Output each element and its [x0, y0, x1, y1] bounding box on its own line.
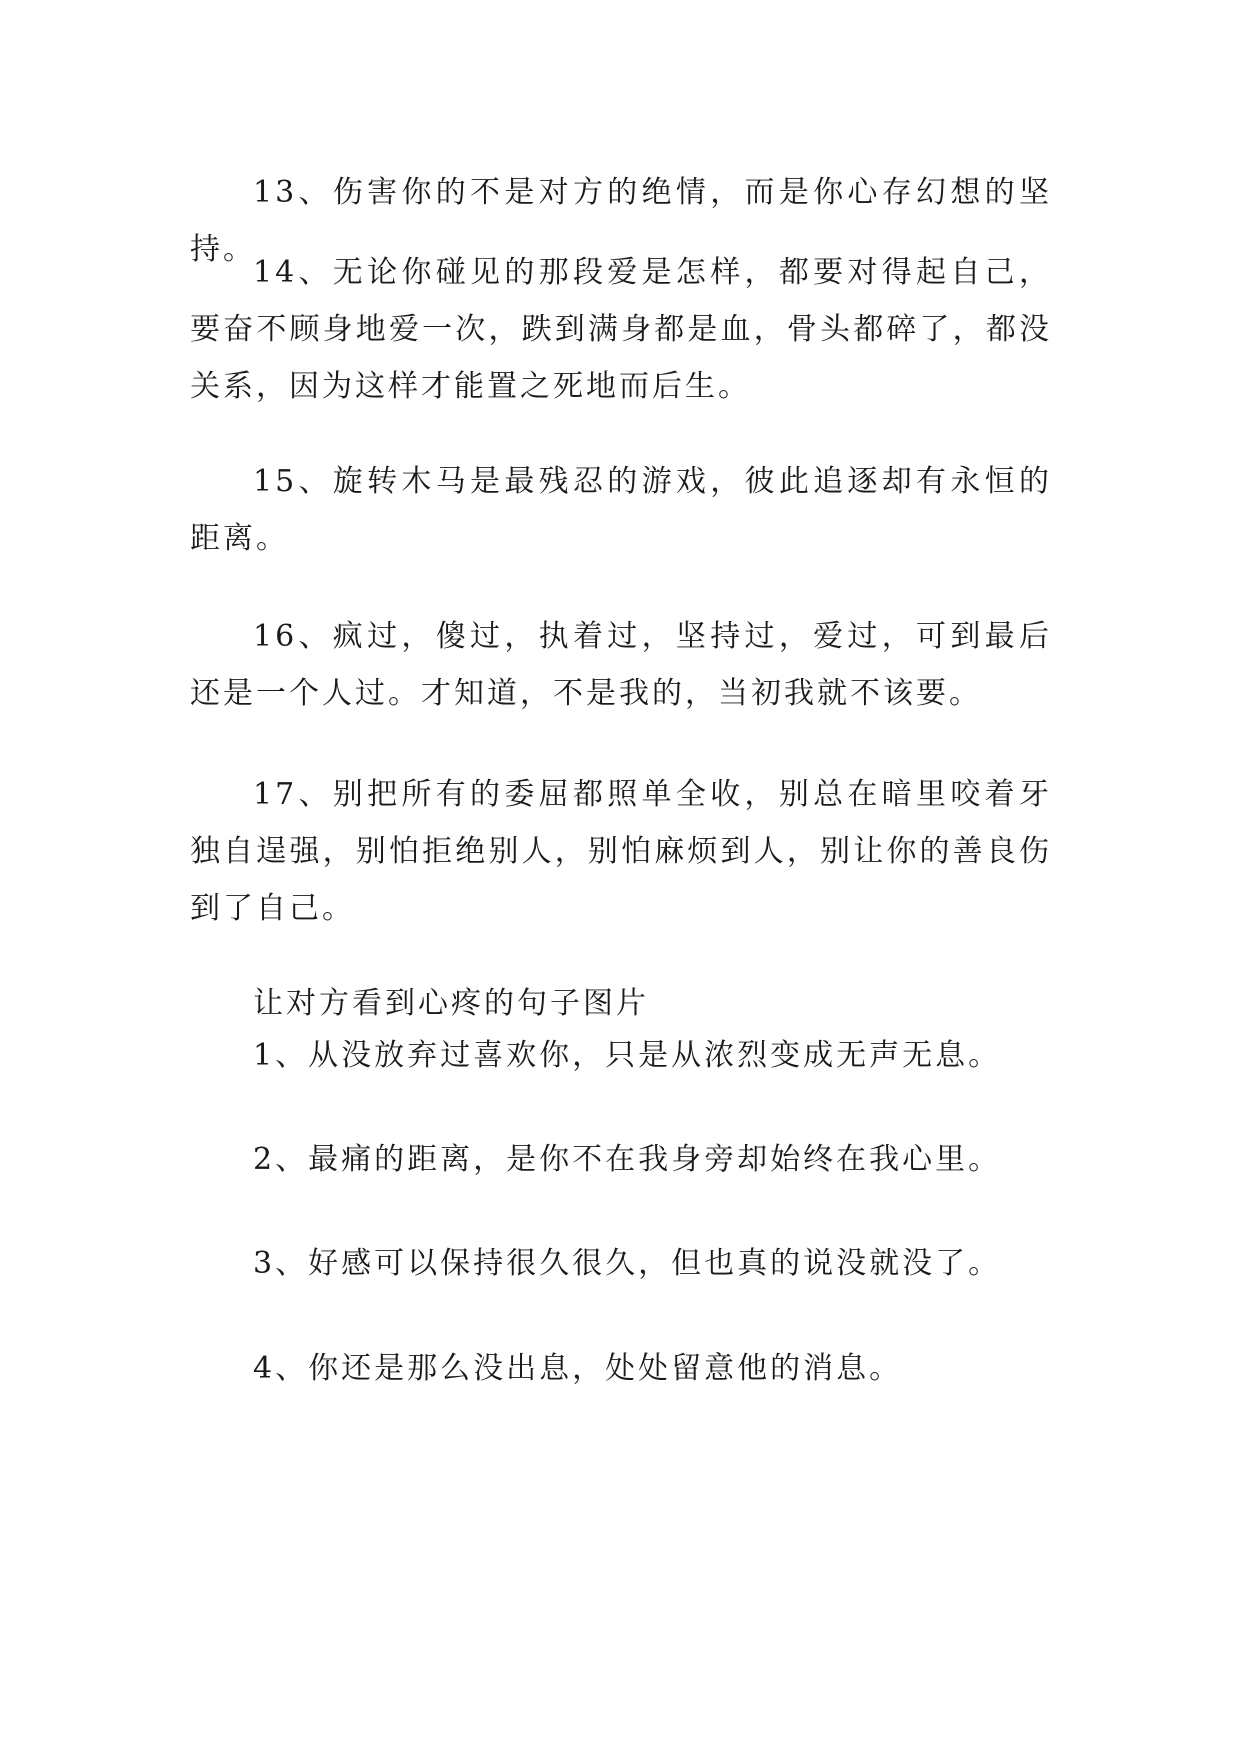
section-heading: 让对方看到心疼的句子图片	[253, 986, 649, 1021]
list-item-2: 2、最痛的距离，是你不在我身旁却始终在我心里。	[253, 1142, 1002, 1177]
list-item-3: 3、好感可以保持很久很久，但也真的说没就没了。	[253, 1246, 1002, 1281]
list-item-4: 4、你还是那么没出息，处处留意他的消息。	[253, 1351, 903, 1386]
paragraph-15: 15、旋转木马是最残忍的游戏，彼此追逐却有永恒的距离。	[190, 464, 1052, 556]
paragraph-14: 14、无论你碰见的那段爱是怎样，都要对得起自己，要奋不顾身地爱一次，跌到满身都是血，骨头都碎了，都没关系，因为这样才能置之死地而后生。	[190, 255, 1052, 404]
list-item-1: 1、从没放弃过喜欢你，只是从浓烈变成无声无息。	[253, 1038, 1002, 1073]
paragraph-17: 17、别把所有的委屈都照单全收，别总在暗里咬着牙独自逞强，别怕拒绝别人，别怕麻烦到人，别让你的善良伤到了自己。	[190, 777, 1052, 926]
paragraph-13: 13、伤害你的不是对方的绝情，而是你心存幻想的坚持。	[190, 175, 1052, 267]
paragraph-16: 16、疯过，傻过，执着过，坚持过，爱过，可到最后还是一个人过。才知道，不是我的，当初我就不该要。	[190, 619, 1052, 711]
